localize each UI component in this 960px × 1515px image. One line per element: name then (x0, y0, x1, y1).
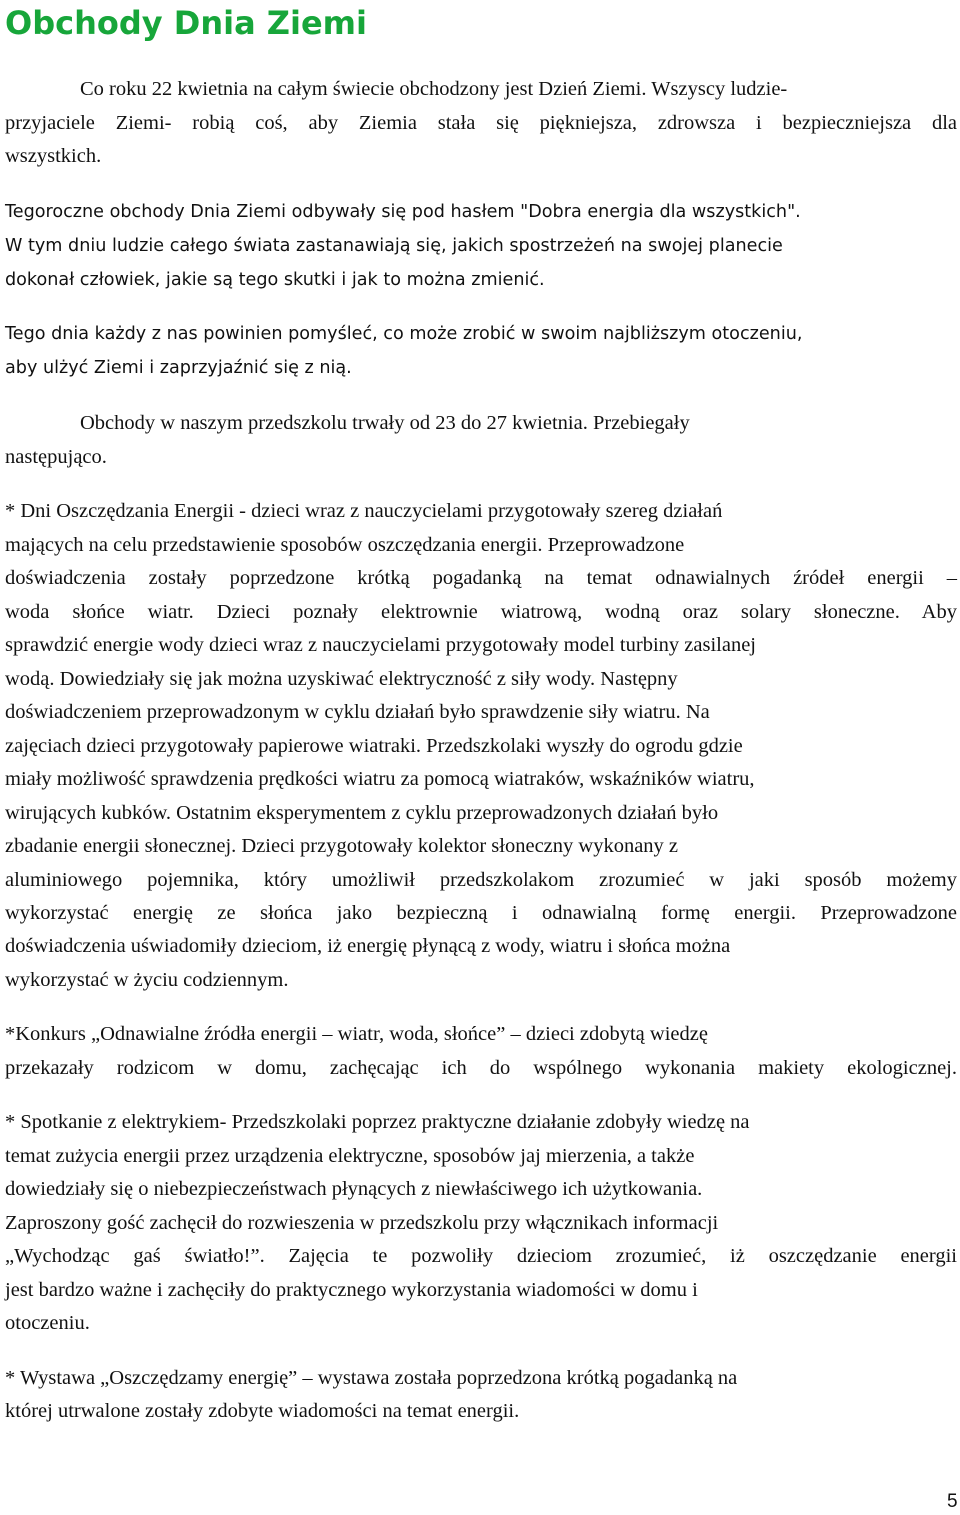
text-line: przyjaciele Ziemi- robią coś, aby Ziemia stała się piękniejsza, zdrowsza i bezpieczniejsza dla (5, 112, 957, 134)
text-line: Tego dnia każdy z nas powinien pomyśleć, co może zrobić w swoim najbliższym otoczeniu, (5, 324, 803, 344)
page-title: Obchody Dnia Ziemi (5, 4, 367, 42)
text-line: dokonał człowiek, jakie są tego skutki i jak to można zmienić. (5, 270, 545, 290)
text-line: wykorzystać w życiu codziennym. (5, 969, 289, 991)
text-line: mających na celu przedstawienie sposobów oszczędzania energii. Przeprowadzone (5, 534, 685, 556)
text-line: wykorzystać energię ze słońca jako bezpieczną i odnawialną formę energii. Przeprowadzone (5, 902, 957, 924)
text-line: aluminiowego pojemnika, który umożliwił przedszkolakom zrozumieć w jaki sposób możemy (5, 869, 957, 891)
text-line: * Dni Oszczędzania Energii - dzieci wraz z nauczycielami przygotowały szereg działań (5, 500, 723, 522)
text-line: woda słońce wiatr. Dzieci poznały elektrownie wiatrową, wodną oraz solary słoneczne. Aby (5, 601, 957, 623)
text-line: „Wychodząc gaś światło!”. Zajęcia te pozwoliły dzieciom zrozumieć, iż oszczędzanie energii (5, 1245, 957, 1267)
text-line: W tym dniu ludzie całego świata zastanawiają się, jakich spostrzeżeń na swojej planecie (5, 236, 783, 256)
text-line: Obchody w naszym przedszkolu trwały od 23 do 27 kwietnia. Przebiegały (80, 412, 690, 434)
page-number: 5 (947, 1491, 958, 1512)
text-line: doświadczenia uświadomiły dzieciom, iż energię płynącą z wody, wiatru i słońca można (5, 935, 731, 957)
text-line: miały możliwość sprawdzenia prędkości wiatru za pomocą wiatraków, wskaźników wiatru, (5, 768, 755, 790)
text-line: * Wystawa „Oszczędzamy energię” – wystawa została poprzedzona krótką pogadanką na (5, 1367, 738, 1389)
text-line: sprawdzić energie wody dzieci wraz z nauczycielami przygotowały model turbiny zasilanej (5, 634, 756, 656)
text-line: * Spotkanie z elektrykiem- Przedszkolaki poprzez praktyczne działanie zdobyły wiedzę na (5, 1111, 750, 1133)
text-line: doświadczeniem przeprowadzonym w cyklu działań było sprawdzenie siły wiatru. Na (5, 701, 710, 723)
text-line: zajęciach dzieci przygotowały papierowe wiatraki. Przedszkolaki wyszły do ogrodu gdzie (5, 735, 743, 757)
text-line: zbadanie energii słonecznej. Dzieci przygotowały kolektor słoneczny wykonany z (5, 835, 679, 857)
text-line: następująco. (5, 446, 107, 468)
text-line: której utrwalone zostały zdobyte wiadomości na temat energii. (5, 1400, 520, 1422)
text-line: wszystkich. (5, 145, 102, 167)
text-line: przekazały rodzicom w domu, zachęcając ich do wspólnego wykonania makiety ekologicznej. (5, 1057, 957, 1079)
text-line: jest bardzo ważne i zachęciły do praktycznego wykorzystania wiadomości w domu i (5, 1279, 698, 1301)
text-line: Tegoroczne obchody Dnia Ziemi odbywały się pod hasłem "Dobra energia dla wszystkich". (5, 202, 801, 222)
text-line: otoczeniu. (5, 1312, 90, 1334)
text-line: Zaproszony gość zachęcił do rozwieszenia w przedszkolu przy włącznikach informacji (5, 1212, 719, 1234)
text-line: wirujących kubków. Ostatnim eksperymentem z cyklu przeprowadzonych działań było (5, 802, 719, 824)
text-line: wodą. Dowiedziały się jak można uzyskiwać elektryczność z siły wody. Następny (5, 668, 678, 690)
text-line: doświadczenia zostały poprzedzone krótką pogadanką na temat odnawialnych źródeł energii – (5, 567, 957, 589)
text-line: Co roku 22 kwietnia na całym świecie obchodzony jest Dzień Ziemi. Wszyscy ludzie- (80, 78, 788, 100)
text-line: dowiedziały się o niebezpieczeństwach płynących z niewłaściwego ich użytkowania. (5, 1178, 703, 1200)
text-line: aby ulżyć Ziemi i zaprzyjaźnić się z nią. (5, 358, 352, 378)
text-line: temat zużycia energii przez urządzenia elektryczne, sposobów jaj mierzenia, a także (5, 1145, 695, 1167)
text-line: *Konkurs „Odnawialne źródła energii – wiatr, woda, słońce” – dzieci zdobytą wiedzę (5, 1023, 708, 1045)
